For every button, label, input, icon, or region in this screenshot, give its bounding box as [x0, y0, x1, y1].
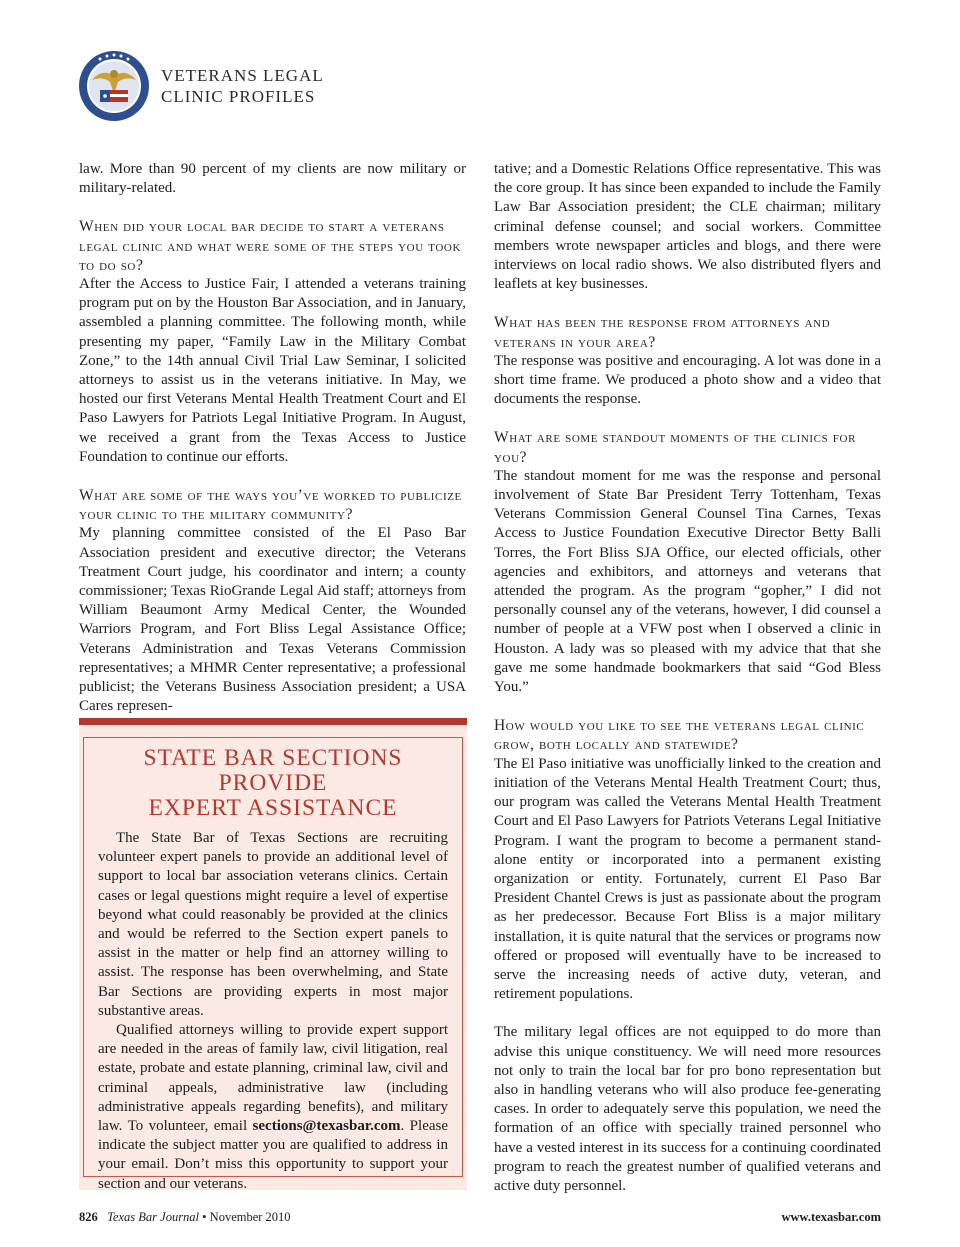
- sidebar-paragraph-2-text: Qualified attorneys willing to provide expert support are needed in the areas of family law, civil litigation, real estate, probate and estate planning, criminal law, civil and criminal appeals, administrative law (including administrative appeals regarding benefits), and military law. To volunteer, email: [98, 1022, 448, 1135]
- answer-clinic-growth: The El Paso initiative was unofficially linked to the creation and initiation of the Veterans Mental Health Treatment Court; thus, our program was called the Veterans Mental Health Treatment Court and El Paso Lawyers for Patriots Veterans Legal Initiative Program. I want the program to become a permanent stand-alone entity or incorporated into a permanent existing organization or entity. Fortunately, current El Paso Bar President Chantel Crews is just as passionate about the program as her predecessor. Because Fort Bliss is a major military installation, it is quite natural that the services or programs now offered or proposed will eventually have to be increased to serve the increasing needs of active duty, veteran, and retirement populations.: [494, 755, 881, 1003]
- sidebar-paragraph-2-tail: . Please indicate the subject matter you are qualified to address in your email. Don’t miss this opportunity to support your section and our veterans.: [98, 1118, 448, 1192]
- issue-date: November 2010: [209, 1210, 291, 1224]
- question-clinic-growth: How would you like to see the veterans legal clinic grow, both locally and statewide?: [494, 717, 865, 754]
- sidebar-title-line1: STATE BAR SECTIONS PROVIDE: [143, 745, 403, 796]
- answer-clinic-growth-2: The military legal offices are not equipped to do more than advise this unique constituency. We will need more resources not only to train the local bar for pro bono representation but also in handling veterans who will also produce fee-generating cases. In order to adequately serve this population, we need the formation of an office with specially trained personnel who have a vested interest in its success for a continuing coordinated program to reach the greatest number of qualified veterans and active duty personnel.: [494, 1024, 881, 1194]
- volunteer-email-link[interactable]: sections@texasbar.com: [252, 1118, 401, 1135]
- sidebar-paragraph-1: The State Bar of Texas Sections are recruiting volunteer expert panels to provide an additional level of support to local bar association veterans clinics. Certain cases or legal questions might require a level of expertise beyond what could reasonably be provided at the clinics and would be referred to the Section expert panels to assist in the matter or help find an attorney willing to assist. The response has been overwhelming, and State Bar Sections are providing experts in most major substantive areas.: [98, 830, 448, 1019]
- right-column: [494, 160, 881, 1196]
- page-number: 826: [79, 1210, 98, 1224]
- section-title: [161, 65, 421, 107]
- answer-publicize-clinic: My planning committee consisted of the El Paso Bar Association president and executive director; the Veterans Treatment Court judge, his coordinator and intern; a county commissioner; Texas RioGrande Legal Aid staff; attorneys from William Beaumont Army Medical Center, the Wounded Warriors Program, and Fort Bliss Legal Assistance Office; Veterans Administration and Texas Veterans Commission representatives; a MHMR Center representative; a professional publicist; the Veterans Business Association president; a USA Cares represen-: [79, 525, 466, 715]
- page-footer: [79, 1210, 291, 1225]
- question-response: What has been the response from attorneys and veterans in your area?: [494, 314, 831, 351]
- sidebar-box: [79, 718, 467, 1190]
- right-paragraph-continued: tative; and a Domestic Relations Office representative. This was the core group. It has since been expanded to include the Family Law Bar Association president; the CLE chairman; military criminal defense counsel; and social workers. Committee members wrote newspaper articles and blogs, and there were interviews on local radio shows. We also distributed flyers and leaflets at key businesses.: [494, 161, 881, 293]
- website-link[interactable]: www.texasbar.com: [781, 1210, 881, 1224]
- sidebar-paragraph-2: [98, 1021, 448, 1194]
- footer-bullet: •: [202, 1210, 207, 1224]
- paragraph-spacer: [494, 1004, 881, 1023]
- question-standout-moments: What are some standout moments of the clinics for you?: [494, 429, 857, 466]
- section-title-line2: CLINIC PROFILES: [161, 87, 316, 106]
- journal-name: Texas Bar Journal: [107, 1210, 200, 1224]
- question-publicize-clinic: What are some of the ways you’ve worked to publicize your clinic to the military community?: [79, 487, 462, 524]
- answer-start-clinic: After the Access to Justice Fair, I attended a veterans training program put on by the Houston Bar Association, and in January, assembled a planning committee. The following month, while presenting my paper, “Family Law in the Military Combat Zone,” to the 14th annual Civil Trial Law Seminar, I solicited attorneys to assist us in the veterans initiative. In May, we hosted our first Veterans Mental Health Treatment Court and El Paso Lawyers for Patriots Legal Initiative Program. In August, we received a grant from the Texas Access to Justice Foundation to continue our efforts.: [79, 276, 466, 465]
- left-column: [79, 160, 466, 716]
- sidebar-title-line2: EXPERT ASSISTANCE: [148, 795, 398, 821]
- answer-standout-moments: The standout moment for me was the response and personal involvement of State Bar President Terry Tottenham, Texas Veterans Commission General Counsel Tina Carnes, Texas Access to Justice Foundation Executive Director Betty Balli Torres, the Fort Bliss SJA Office, our elected officials, other agencies and exhibitors, and attorneys and veterans that attended the program. As the program “gopher,” I did not personally counsel any of the veterans, however, I did counsel a number of people at a VFW post when I observed a clinic in Houston. A lady was so pleased with my advice that that she gave me some handmade bookmarkers that said “God Bless You.”: [494, 467, 881, 696]
- sidebar-title: [98, 746, 448, 821]
- answer-response: The response was positive and encouraging. A lot was done in a short time frame. We produced a photo show and a video that documents the response.: [494, 352, 881, 408]
- left-paragraph-continued: law. More than 90 percent of my clients are now military or military-related.: [79, 161, 466, 197]
- section-title-line1: VETERANS LEGAL: [161, 66, 324, 85]
- texas-lawyers-seal-icon: [78, 50, 150, 122]
- question-start-clinic: When did your local bar decide to start a veterans legal clinic and what were some of the steps you took to do so?: [79, 218, 461, 274]
- sidebar-inner: [83, 737, 463, 1192]
